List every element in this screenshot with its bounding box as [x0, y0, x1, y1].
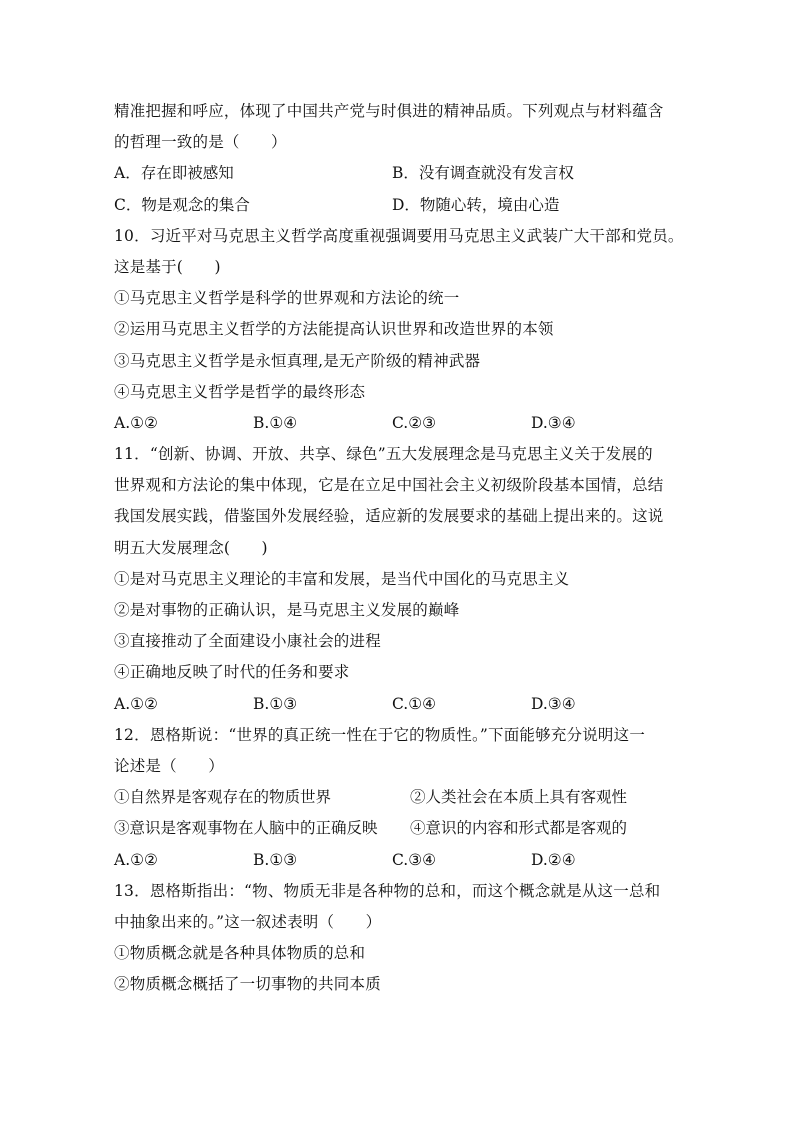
q10-option-a: A.①② — [114, 413, 158, 432]
q12-statement-4: ④意识的内容和形式都是客观的 — [410, 819, 628, 838]
q12-option-a: A.①② — [114, 850, 158, 869]
q10-statement-1: ①马克思主义哲学是科学的世界观和方法论的统一 — [114, 289, 460, 308]
q11-stem-line-1: 11．“创新、协调、开放、共享、绿色”五大发展理念是马克思主义关于发展的 — [114, 445, 653, 464]
q12-statements-row-2 — [114, 813, 694, 844]
q10-option-b: B.①④ — [253, 413, 298, 432]
q11-option-b: B.①③ — [253, 694, 298, 713]
q11-option-a: A.①② — [114, 694, 158, 713]
option-c: C．物是观念的集合 — [114, 195, 250, 214]
q12-option-b: B.①③ — [253, 850, 298, 869]
q10-stem-line-2: 这是基于( ) — [114, 257, 221, 276]
q10-option-d: D.③④ — [531, 413, 576, 432]
q11-statement-4: ④正确地反映了时代的任务和要求 — [114, 663, 350, 682]
q11-option-d: D.③④ — [531, 694, 576, 713]
option-d: D．物随心转，境由心造 — [392, 195, 560, 214]
option-b: B．没有调查就没有发言权 — [392, 164, 574, 183]
q10-stem-line-1: 10．习近平对马克思主义哲学高度重视强调要用马克思主义武装广大干部和党员。 — [114, 226, 684, 245]
q12-option-c: C.③④ — [392, 850, 437, 869]
intro-options-row-1 — [114, 158, 694, 189]
q12-options-row — [114, 845, 694, 876]
option-a: A．存在即被感知 — [114, 164, 234, 183]
q12-option-d: D.②④ — [531, 850, 576, 869]
q12-statement-2: ②人类社会在本质上具有客观性 — [410, 788, 628, 807]
q11-stem-line-3: 我国发展实践，借鉴国外发展经验，适应新的发展要求的基础上提出来的。这说 — [114, 507, 664, 526]
q12-stem-line-1: 12．恩格斯说：“世界的真正统一性在于它的物质性。”下面能够充分说明这一 — [114, 725, 646, 744]
q10-statement-4: ④马克思主义哲学是哲学的最终形态 — [114, 382, 366, 401]
q13-statement-1: ①物质概念就是各种具体物质的总和 — [114, 944, 366, 963]
q12-statement-1: ①自然界是客观存在的物质世界 — [114, 788, 332, 807]
q11-stem-line-2: 世界观和方法论的集中体现，它是在立足中国社会主义初级阶段基本国情，总结 — [114, 476, 664, 495]
q12-stem-line-2: 论述是（ ） — [114, 756, 224, 775]
q11-stem-line-4: 明五大发展理念( ) — [114, 538, 268, 557]
intro-line-2: 的哲理一致的是（ ） — [114, 133, 287, 152]
q11-statement-2: ②是对事物的正确认识，是马克思主义发展的巅峰 — [114, 601, 460, 619]
q12-statements-row-1 — [114, 782, 694, 813]
q10-option-c: C.②③ — [392, 413, 437, 432]
q11-statement-1: ①是对马克思主义理论的丰富和发展，是当代中国化的马克思主义 — [114, 569, 570, 588]
q12-statement-3: ③意识是客观事物在人脑中的正确反映 — [114, 819, 378, 838]
q11-options-row — [114, 689, 694, 720]
question-content — [114, 96, 694, 1000]
intro-line-1: 精准把握和呼应，体现了中国共产党与时俱进的精神品质。下列观点与材料蕴含 — [114, 102, 664, 120]
q11-option-c: C.①④ — [392, 694, 437, 713]
q10-statement-3: ③马克思主义哲学是永恒真理,是无产阶级的精神武器 — [114, 351, 481, 370]
q13-stem-line-1: 13．恩格斯指出：“物、物质无非是各种物的总和，而这个概念就是从这一总和 — [114, 881, 661, 900]
q10-options-row — [114, 408, 694, 439]
q13-stem-line-2: 中抽象出来的。”这一叙述表明（ ） — [114, 912, 382, 931]
q11-statement-3: ③直接推动了全面建设小康社会的进程 — [114, 632, 381, 651]
intro-options-row-2 — [114, 190, 694, 221]
q13-statement-2: ②物质概念概括了一切事物的共同本质 — [114, 975, 381, 994]
q10-statement-2: ②运用马克思主义哲学的方法能提高认识世界和改造世界的本领 — [114, 320, 554, 339]
